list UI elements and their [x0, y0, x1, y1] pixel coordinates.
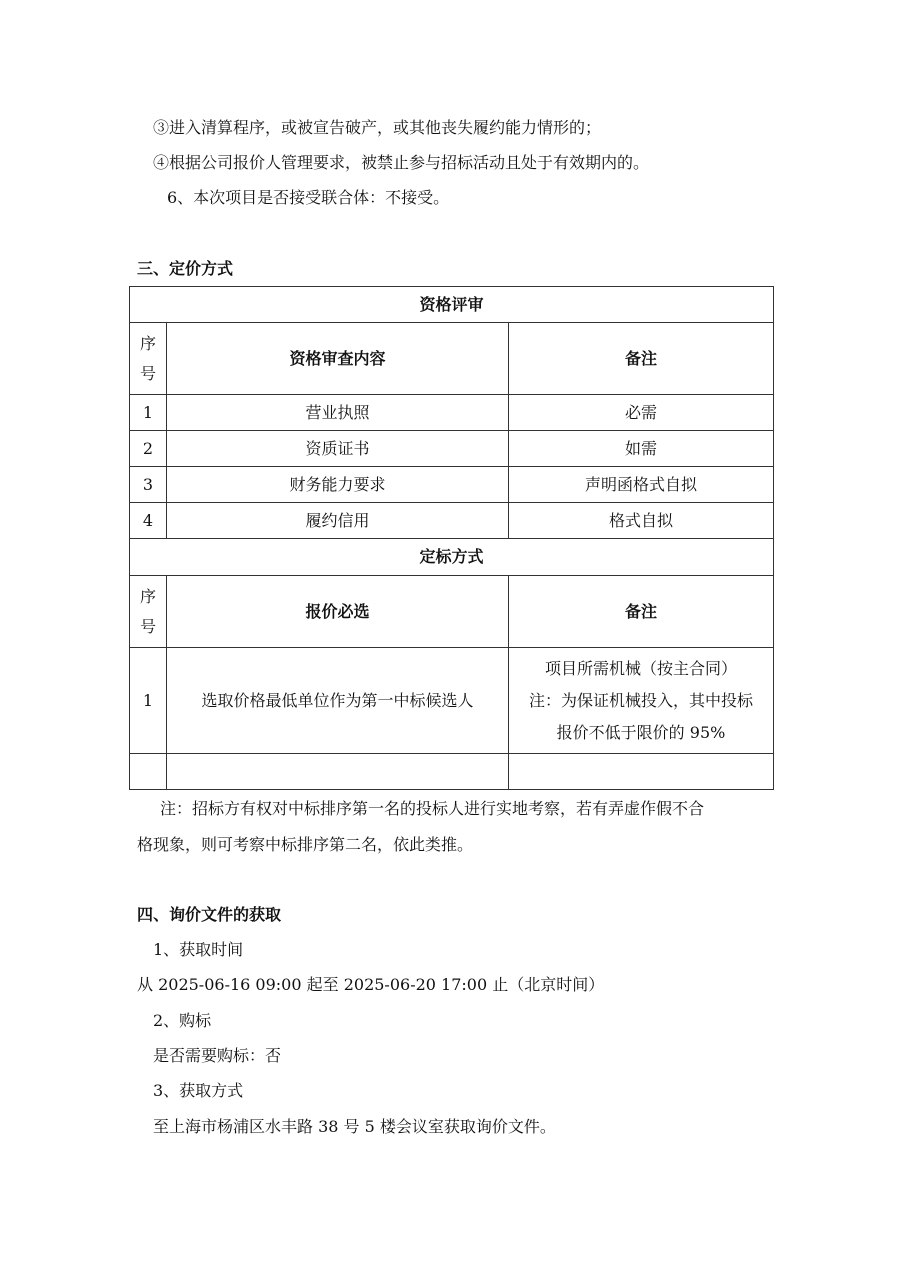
purchase-text: 是否需要购标：否 — [153, 1046, 282, 1065]
row-content: 选取价格最低单位作为第一中标候选人 — [167, 648, 509, 754]
row-seq: 1 — [130, 648, 167, 754]
seq-header: 序 号 — [130, 576, 167, 648]
row-seq: 1 — [130, 395, 167, 431]
empty-cell — [509, 754, 774, 790]
pricing-method-table — [129, 286, 774, 790]
disqualification-item-3: ③进入清算程序，或被宣告破产，或其他丧失履约能力情形的； — [153, 118, 602, 137]
row-remark: 声明函格式自拟 — [509, 467, 774, 503]
award-title: 定标方式 — [130, 539, 774, 576]
seq-header: 序 号 — [130, 323, 167, 395]
section-4-heading: 四、询价文件的获取 — [137, 905, 282, 924]
row-remark: 项目所需机械（按主合同） 注：为保证机械投入，其中投标 报价不低于限价的 95% — [509, 648, 774, 754]
row-content: 履约信用 — [167, 503, 509, 539]
acquire-time-text: 从 2025-06-16 09:00 起至 2025-06-20 17:00 止（北京时间） — [137, 975, 605, 994]
section-3-heading: 三、定价方式 — [137, 259, 234, 278]
row-remark: 如需 — [509, 431, 774, 467]
consortium-item: 6、本次项目是否接受联合体：不接受。 — [167, 188, 450, 207]
award-note-line-2: 格现象，则可考察中标排序第二名，依此类推。 — [137, 835, 474, 854]
row-remark: 必需 — [509, 395, 774, 431]
disqualification-item-4: ④根据公司报价人管理要求，被禁止参与招标活动且处于有效期内的。 — [153, 153, 650, 172]
empty-cell — [130, 754, 167, 790]
row-seq: 4 — [130, 503, 167, 539]
qualification-title: 资格评审 — [130, 287, 774, 323]
row-seq: 3 — [130, 467, 167, 503]
qualification-header-row — [130, 323, 774, 395]
table-row — [130, 648, 774, 754]
remark-header: 备注 — [509, 576, 774, 648]
acquire-method-title: 3、获取方式 — [153, 1081, 244, 1100]
table-row — [130, 395, 774, 431]
table-row — [130, 467, 774, 503]
row-content: 资质证书 — [167, 431, 509, 467]
row-content: 营业执照 — [167, 395, 509, 431]
acquire-time-title: 1、获取时间 — [153, 940, 244, 959]
purchase-title: 2、购标 — [153, 1011, 212, 1030]
table-row — [130, 431, 774, 467]
row-remark: 格式自拟 — [509, 503, 774, 539]
award-note-line-1: 注：招标方有权对中标排序第一名的投标人进行实地考察，若有弄虚作假不合 — [160, 799, 705, 818]
empty-row — [130, 754, 774, 790]
acquire-method-text: 至上海市杨浦区水丰路 38 号 5 楼会议室获取询价文件。 — [153, 1117, 556, 1136]
qualification-title-row — [130, 287, 774, 323]
table-row — [130, 503, 774, 539]
content-header: 报价必选 — [167, 576, 509, 648]
award-header-row — [130, 576, 774, 648]
empty-cell — [167, 754, 509, 790]
row-content: 财务能力要求 — [167, 467, 509, 503]
award-title-row — [130, 539, 774, 576]
content-header: 资格审查内容 — [167, 323, 509, 395]
row-seq: 2 — [130, 431, 167, 467]
remark-header: 备注 — [509, 323, 774, 395]
